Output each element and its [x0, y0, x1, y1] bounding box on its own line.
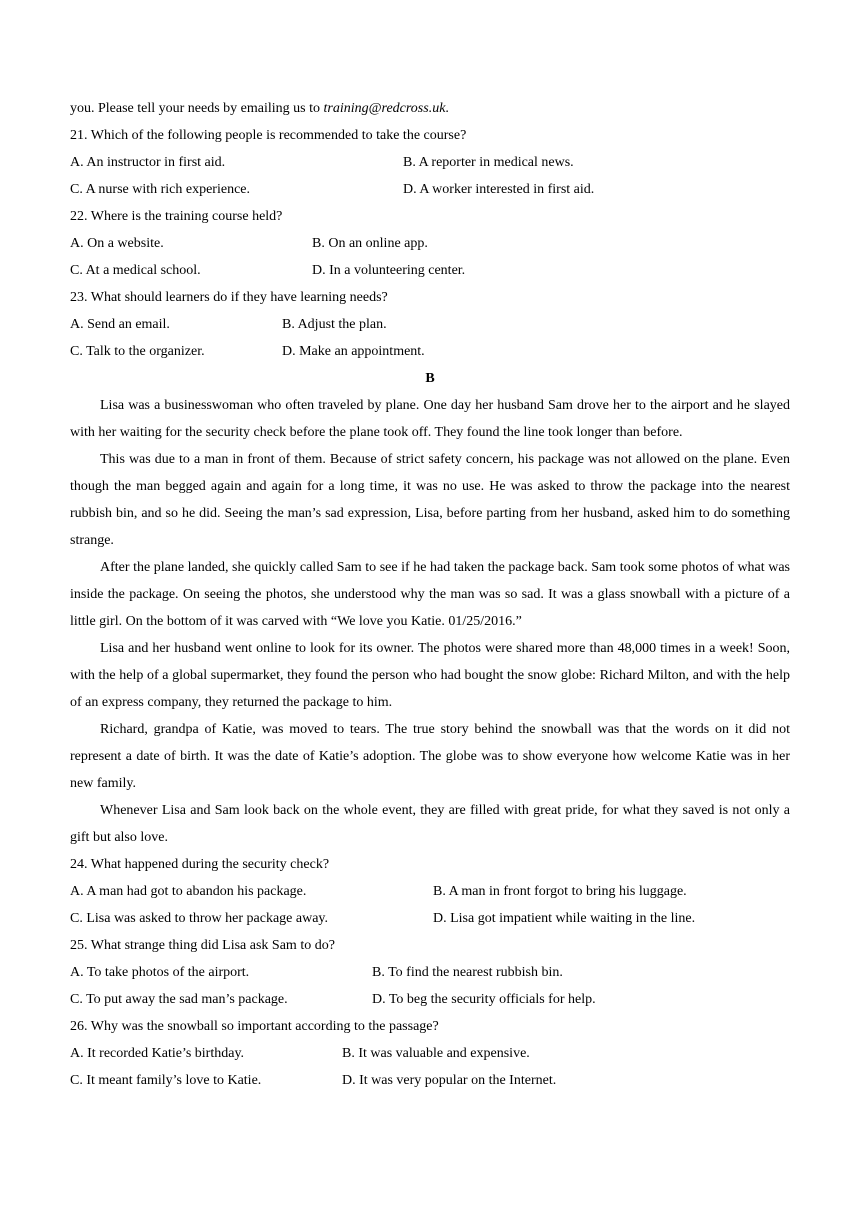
passage-paragraph: Richard, grandpa of Katie, was moved to tears. The true story behind the snowball was that the words on it did not represent a date of birth. It was the date of Katie’s adoption. The globe was to show everyone how welcome Katie was in her new family. [70, 722, 790, 791]
passage-paragraph: Whenever Lisa and Sam look back on the whole event, they are filled with great pride, for what they saved is not only a gift but also love. [70, 803, 790, 845]
option-row [70, 338, 790, 365]
page-content [70, 95, 790, 1094]
passage-paragraph: Lisa was a businesswoman who often traveled by plane. One day her husband Sam drove her to the airport and he slayed with her waiting for the security check before the plane took off. They found the line took longer than before. [70, 398, 790, 440]
option-a: A. Send an email. [70, 317, 170, 332]
option-row [70, 959, 790, 986]
email-address: training@redcross.uk [323, 101, 446, 116]
intro-tail-line [70, 95, 790, 122]
option-row [70, 149, 790, 176]
option-d: D. It was very popular on the Internet. [342, 1073, 557, 1088]
option-row [70, 986, 790, 1013]
option-b: B. To find the nearest rubbish bin. [372, 965, 563, 980]
option-d: D. In a volunteering center. [312, 263, 466, 278]
option-b: B. A man in front forgot to bring his luggage. [433, 884, 687, 899]
option-b: B. It was valuable and expensive. [342, 1046, 530, 1061]
option-d: D. Make an appointment. [282, 344, 425, 359]
option-a: A. To take photos of the airport. [70, 965, 250, 980]
option-c: C. Talk to the organizer. [70, 344, 205, 359]
passage-paragraph: After the plane landed, she quickly called Sam to see if he had taken the package back. Sam took some photos of what was inside the package. On seeing the photos, she understood why the man was so sad. It was a glass snowball with a picture of a little girl. On the bottom of it was carved with “We love you Katie. 01/25/2016.” [70, 560, 790, 629]
intro-tail-prefix: you. Please tell your needs by emailing us to [70, 101, 324, 116]
option-row [70, 230, 790, 257]
option-row [70, 878, 790, 905]
option-row [70, 1067, 790, 1094]
option-row [70, 1040, 790, 1067]
option-d: D. To beg the security officials for help. [372, 992, 596, 1007]
question-stem: 23. What should learners do if they have learning needs? [70, 290, 388, 305]
option-row [70, 257, 790, 284]
option-row [70, 905, 790, 932]
option-d: D. Lisa got impatient while waiting in the line. [433, 911, 696, 926]
option-d: D. A worker interested in first aid. [403, 182, 595, 197]
option-row [70, 176, 790, 203]
option-b: B. A reporter in medical news. [403, 155, 574, 170]
option-c: C. At a medical school. [70, 263, 201, 278]
section-heading: B [425, 371, 435, 386]
question-stem: 25. What strange thing did Lisa ask Sam to do? [70, 938, 335, 953]
option-b: B. Adjust the plan. [282, 317, 387, 332]
option-row [70, 311, 790, 338]
option-c: C. It meant family’s love to Katie. [70, 1073, 262, 1088]
passage-paragraph: Lisa and her husband went online to look for its owner. The photos were shared more than 48,000 times in a week! Soon, with the help of a global supermarket, they found the person who had bought the snow globe: Richard Milton, and with the help of an express company, they returned the package to him. [70, 641, 790, 710]
passage-paragraph: This was due to a man in front of them. Because of strict safety concern, his package was not allowed on the plane. Even though the man begged again and again for a long time, it was no use. He was asked to throw the package into the nearest rubbish bin, and so he did. Seeing the man’s sad expression, Lisa, before parting from her husband, asked him to do something strange. [70, 452, 790, 548]
option-a: A. An instructor in first aid. [70, 155, 226, 170]
intro-tail-suffix: . [445, 101, 449, 116]
question-stem: 21. Which of the following people is recommended to take the course? [70, 128, 467, 143]
question-stem: 26. Why was the snowball so important according to the passage? [70, 1019, 439, 1034]
option-a: A. It recorded Katie’s birthday. [70, 1046, 245, 1061]
option-c: C. Lisa was asked to throw her package away. [70, 911, 329, 926]
question-stem: 22. Where is the training course held? [70, 209, 283, 224]
question-stem: 24. What happened during the security check? [70, 857, 330, 872]
option-b: B. On an online app. [312, 236, 428, 251]
option-a: A. On a website. [70, 236, 164, 251]
option-a: A. A man had got to abandon his package. [70, 884, 307, 899]
option-c: C. To put away the sad man’s package. [70, 992, 288, 1007]
option-c: C. A nurse with rich experience. [70, 182, 251, 197]
